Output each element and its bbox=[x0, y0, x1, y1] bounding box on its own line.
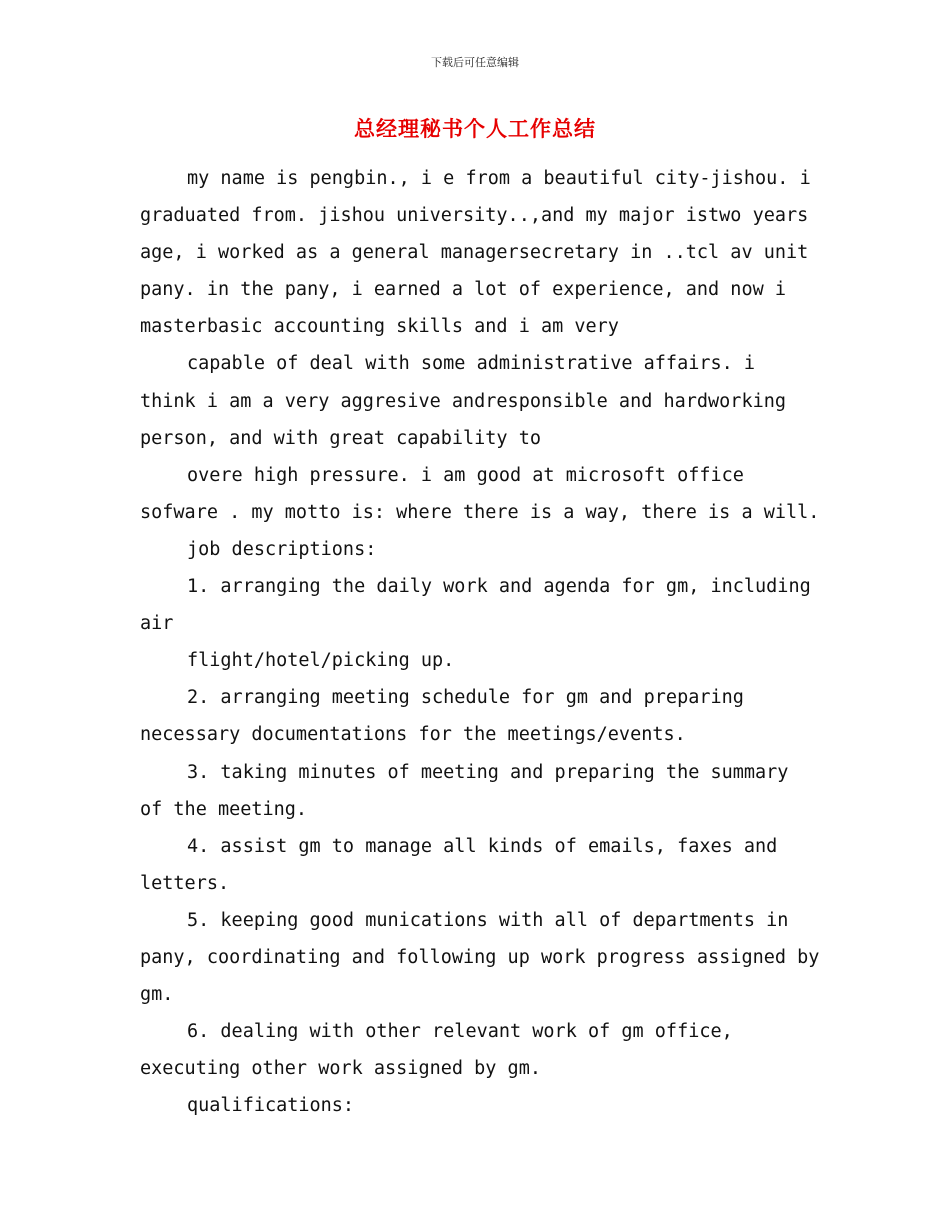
list-item: 3. taking minutes of meeting and preparing the summary of the meeting. bbox=[140, 761, 789, 820]
header-note: 下载后可任意编辑 bbox=[431, 56, 519, 69]
list-item: 1. arranging the daily work and agenda for gm, including air bbox=[140, 576, 811, 635]
document-title: 总经理秘书个人工作总结 bbox=[354, 117, 596, 141]
document-body bbox=[140, 160, 820, 1124]
list-item: 2. arranging meeting schedule for gm and preparing necessary documentations for the meetings/events. bbox=[140, 687, 744, 746]
body-paragraph: capable of deal with some administrative affairs. i think i am a very aggresive andresponsible and hardworking person, and with great capability to bbox=[140, 353, 787, 449]
body-paragraph: overe high pressure. i am good at microsoft office sofware . my motto is: where there is a way, there is a will. bbox=[140, 464, 820, 523]
list-item: 6. dealing with other relevant work of gm office, executing other work assigned by gm. bbox=[140, 1021, 733, 1080]
list-item: 4. assist gm to manage all kinds of emails, faxes and letters. bbox=[140, 835, 778, 894]
list-item: 5. keeping good munications with all of departments in pany, coordinating and following up work progress assigned by gm. bbox=[140, 909, 820, 1006]
section-heading-job-descriptions: job descriptions: bbox=[187, 538, 377, 560]
list-item-continuation: flight/hotel/picking up. bbox=[187, 650, 455, 672]
section-heading-qualifications: qualifications: bbox=[187, 1095, 355, 1117]
body-paragraph: my name is pengbin., i e from a beautiful city-jishou. i graduated from. jishou university..,and my major istwo years age, i worked as a general managersecretary in ..tcl av unit pany. in the pany, i earned a lot of experience, and now i masterbasic accounting skills and i am very bbox=[140, 168, 811, 338]
